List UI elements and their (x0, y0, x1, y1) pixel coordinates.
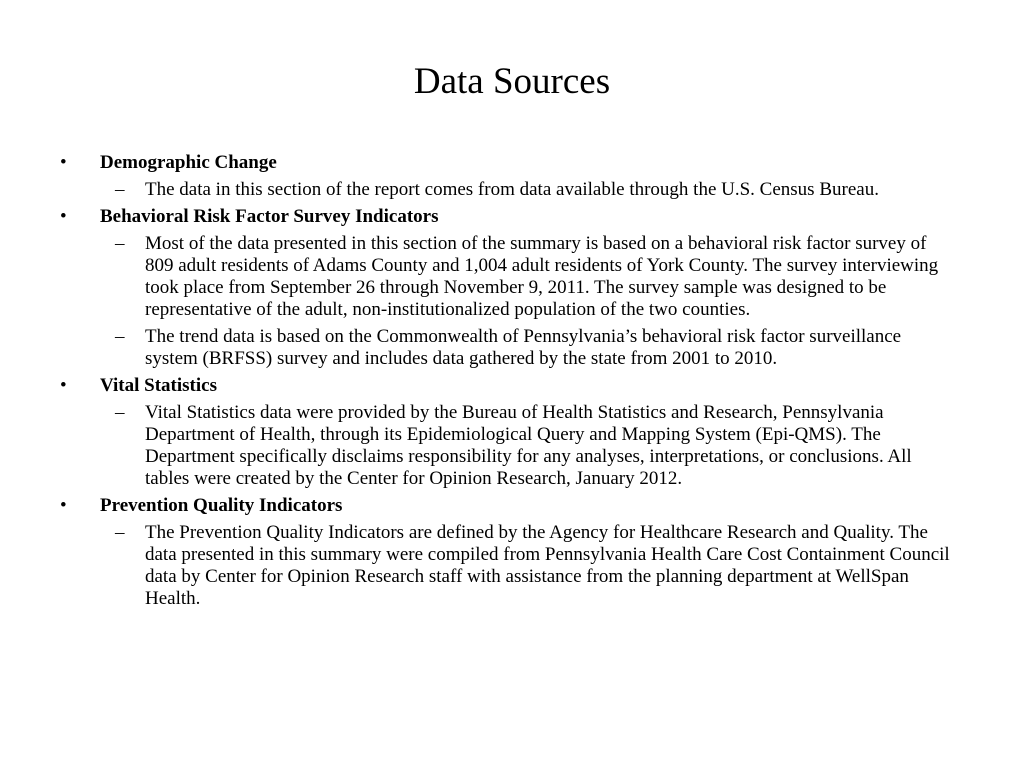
section-heading-prevention-quality-indicators (0, 495, 1024, 517)
dash-marker: – (115, 233, 125, 254)
section-item (0, 402, 1024, 490)
dash-marker: – (115, 179, 125, 200)
section-item (0, 179, 1024, 201)
section-item-text: Vital Statistics data were provided by the Bureau of Health Statistics and Research, Pennsylvania Department of Health, through its Epidemiological Query and Mapping System (Epi-QMS). The Department specifically disclaims responsibility for any analyses, interpretations, or conclusions. All tables were created by the Center for Opinion Research, January 2012. (145, 402, 912, 489)
section-heading-text: Vital Statistics (100, 375, 217, 396)
bullet-marker: • (60, 152, 67, 173)
section-heading-vital-statistics (0, 375, 1024, 397)
section-item (0, 233, 1024, 321)
section-heading-text: Behavioral Risk Factor Survey Indicators (100, 206, 439, 227)
dash-marker: – (115, 522, 125, 543)
section-item-text: The Prevention Quality Indicators are defined by the Agency for Healthcare Research and Quality. The data presented in this summary were compiled from Pennsylvania Health Care Cost Containment Council data by Center for Opinion Research staff with assistance from the planning department at WellSpan Health. (145, 522, 950, 609)
section-heading-demographic-change (0, 152, 1024, 174)
section-heading-text: Demographic Change (100, 152, 277, 173)
bullet-marker: • (60, 495, 67, 516)
dash-marker: – (115, 326, 125, 347)
slide-title: Data Sources (413, 61, 611, 102)
bullet-marker: • (60, 375, 67, 396)
section-heading-brfs-indicators (0, 206, 1024, 228)
section-item-text: Most of the data presented in this section of the summary is based on a behavioral risk factor survey of 809 adult residents of Adams County and 1,004 adult residents of York County. The survey interviewing took place from September 26 through November 9, 2011. The survey sample was designed to be representative of the adult, non-institutionalized population of the two counties. (145, 233, 939, 320)
section-item-text: The data in this section of the report comes from data available through the U.S. Census Bureau. (145, 179, 879, 200)
dash-marker: – (115, 402, 125, 423)
slide-content (0, 147, 1024, 610)
section-heading-text: Prevention Quality Indicators (100, 495, 343, 516)
section-item (0, 522, 1024, 610)
bullet-marker: • (60, 206, 67, 227)
section-item-text: The trend data is based on the Commonwealth of Pennsylvania’s behavioral risk factor surveillance system (BRFSS) survey and includes data gathered by the state from 2001 to 2010. (145, 326, 902, 369)
section-item (0, 326, 1024, 370)
